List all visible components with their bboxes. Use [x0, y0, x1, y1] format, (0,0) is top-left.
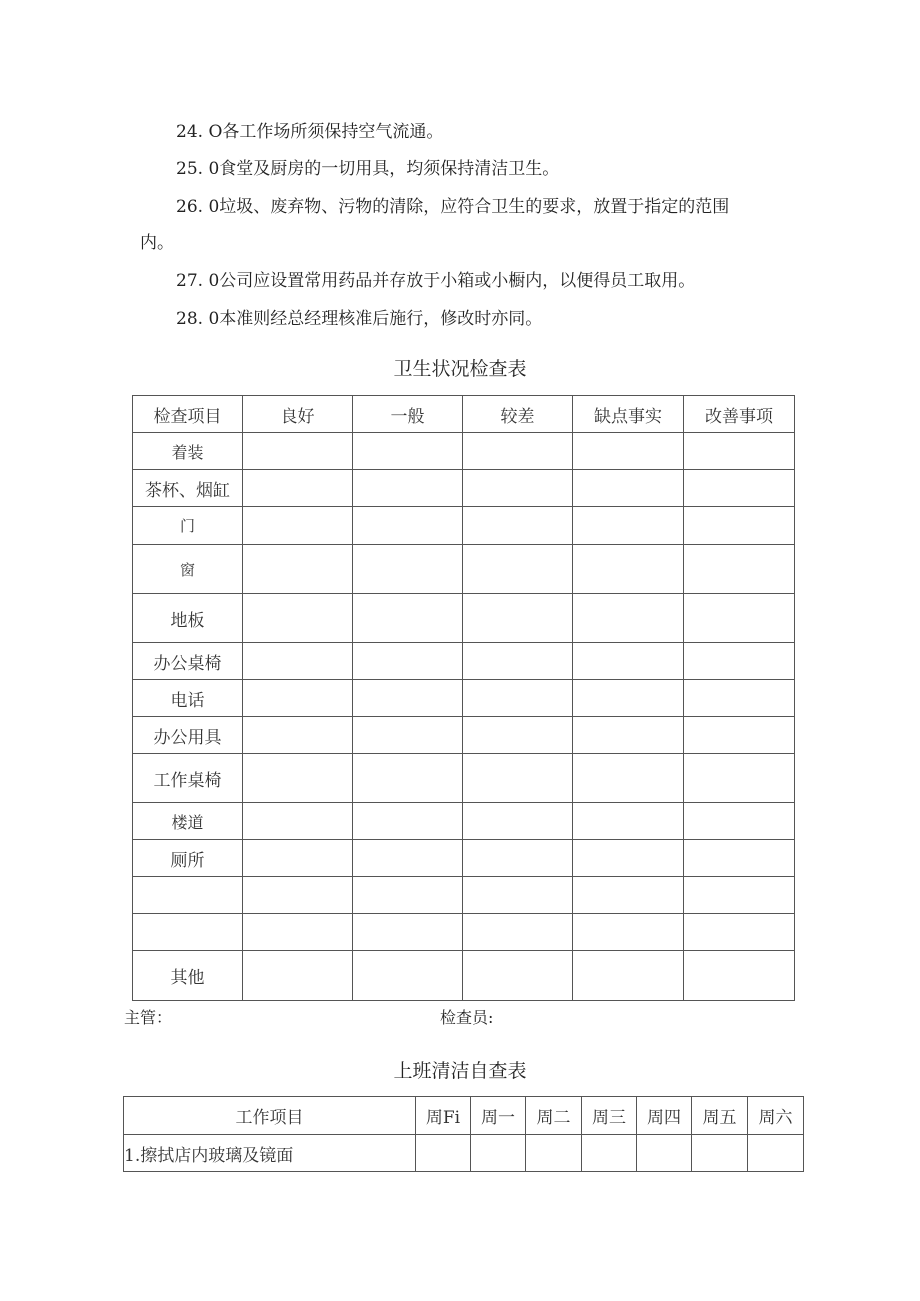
cell-poor[interactable] [463, 717, 573, 754]
row-label: 工作桌椅 [133, 754, 243, 803]
cell-defect[interactable] [573, 470, 684, 507]
table-row [133, 433, 795, 470]
cell-improvement[interactable] [684, 840, 795, 877]
cell-good[interactable] [243, 470, 353, 507]
table-row [133, 951, 795, 1001]
table-row [133, 803, 795, 840]
cell-poor[interactable] [463, 803, 573, 840]
paragraph-26-continued: 内。 [140, 233, 174, 253]
cell-defect[interactable] [573, 594, 684, 643]
cell-poor[interactable] [463, 914, 573, 951]
cell-defect[interactable] [573, 840, 684, 877]
cell-poor[interactable] [463, 754, 573, 803]
hygiene-check-table [132, 395, 795, 1001]
row-label: 楼道 [133, 803, 243, 840]
cell-average[interactable] [353, 717, 463, 754]
cell-improvement[interactable] [684, 470, 795, 507]
paragraph-27: 27. 0公司应设置常用药品并存放于小箱或小橱内，以便得员工取用。 [176, 271, 696, 291]
header-defect-facts: 缺点事实 [573, 396, 684, 433]
header-work-item: 工作项目 [124, 1097, 416, 1135]
cell-poor[interactable] [463, 433, 573, 470]
cell-average[interactable] [353, 470, 463, 507]
table-row [133, 643, 795, 680]
row-label: 办公用具 [133, 717, 243, 754]
cell-day[interactable] [692, 1135, 748, 1172]
cell-good[interactable] [243, 951, 353, 1001]
cell-improvement[interactable] [684, 433, 795, 470]
cell-improvement[interactable] [684, 643, 795, 680]
work-item-label: 1.擦拭店内玻璃及镜面 [124, 1135, 416, 1172]
cell-improvement[interactable] [684, 680, 795, 717]
cell-average[interactable] [353, 877, 463, 914]
cell-defect[interactable] [573, 643, 684, 680]
cell-poor[interactable] [463, 545, 573, 594]
header-day-wed: 周三 [582, 1097, 637, 1135]
cell-improvement[interactable] [684, 754, 795, 803]
hygiene-table-title: 卫生状况检查表 [393, 358, 527, 380]
cell-good[interactable] [243, 914, 353, 951]
table-row [124, 1135, 804, 1172]
cell-average[interactable] [353, 951, 463, 1001]
cell-day[interactable] [748, 1135, 804, 1172]
table-row [133, 507, 795, 545]
cell-average[interactable] [353, 840, 463, 877]
cell-average[interactable] [353, 914, 463, 951]
cell-defect[interactable] [573, 680, 684, 717]
row-label [133, 877, 243, 914]
cell-good[interactable] [243, 433, 353, 470]
cell-poor[interactable] [463, 470, 573, 507]
cell-good[interactable] [243, 840, 353, 877]
cell-defect[interactable] [573, 754, 684, 803]
row-label: 地板 [133, 594, 243, 643]
cell-poor[interactable] [463, 840, 573, 877]
row-label: 厕所 [133, 840, 243, 877]
cell-poor[interactable] [463, 951, 573, 1001]
cell-average[interactable] [353, 594, 463, 643]
row-label: 门 [133, 507, 243, 545]
row-label: 其他 [133, 951, 243, 1001]
header-poor: 较差 [463, 396, 573, 433]
row-label: 着装 [133, 433, 243, 470]
cell-average[interactable] [353, 754, 463, 803]
header-day-sat: 周六 [748, 1097, 804, 1135]
cell-defect[interactable] [573, 507, 684, 545]
header-day-thu: 周四 [637, 1097, 692, 1135]
cell-day[interactable] [637, 1135, 692, 1172]
cell-poor[interactable] [463, 507, 573, 545]
table-row [133, 545, 795, 594]
header-good: 良好 [243, 396, 353, 433]
table-row [133, 754, 795, 803]
table-row [133, 877, 795, 914]
cell-poor[interactable] [463, 680, 573, 717]
header-day-tue: 周二 [526, 1097, 582, 1135]
cell-improvement[interactable] [684, 545, 795, 594]
cell-average[interactable] [353, 680, 463, 717]
cell-poor[interactable] [463, 594, 573, 643]
cell-defect[interactable] [573, 803, 684, 840]
header-improvements: 改善事项 [684, 396, 795, 433]
cell-good[interactable] [243, 680, 353, 717]
cell-good[interactable] [243, 643, 353, 680]
row-label: 办公桌椅 [133, 643, 243, 680]
paragraph-28: 28. 0本准则经总经理核准后施行，修改时亦同。 [176, 309, 543, 329]
inspector-label: 检查员: [440, 1008, 494, 1027]
self-check-table-title: 上班清洁自查表 [393, 1060, 527, 1082]
cell-average[interactable] [353, 433, 463, 470]
header-check-item: 检查项目 [133, 396, 243, 433]
cell-poor[interactable] [463, 643, 573, 680]
table-row [133, 594, 795, 643]
cell-defect[interactable] [573, 433, 684, 470]
cell-good[interactable] [243, 803, 353, 840]
table-row [133, 470, 795, 507]
header-average: 一般 [353, 396, 463, 433]
row-label: 窗 [133, 545, 243, 594]
table-header-row [124, 1097, 804, 1135]
table-header-row [133, 396, 795, 433]
cell-defect[interactable] [573, 717, 684, 754]
cell-defect[interactable] [573, 877, 684, 914]
cell-defect[interactable] [573, 545, 684, 594]
row-label [133, 914, 243, 951]
header-day-sun: 周Fi [416, 1097, 471, 1135]
cell-day[interactable] [582, 1135, 637, 1172]
header-day-fri: 周五 [692, 1097, 748, 1135]
cell-good[interactable] [243, 877, 353, 914]
cell-day[interactable] [416, 1135, 471, 1172]
paragraph-26: 26. 0垃圾、废弃物、污物的清除，应符合卫生的要求，放置于指定的范围 [176, 197, 730, 217]
cell-improvement[interactable] [684, 507, 795, 545]
cell-good[interactable] [243, 507, 353, 545]
cell-improvement[interactable] [684, 951, 795, 1001]
cell-average[interactable] [353, 643, 463, 680]
cell-improvement[interactable] [684, 803, 795, 840]
cell-day[interactable] [471, 1135, 526, 1172]
cell-day[interactable] [526, 1135, 582, 1172]
cell-good[interactable] [243, 754, 353, 803]
cell-improvement[interactable] [684, 717, 795, 754]
cell-average[interactable] [353, 545, 463, 594]
supervisor-label: 主管： [124, 1008, 173, 1027]
cell-defect[interactable] [573, 914, 684, 951]
self-check-table [123, 1096, 804, 1172]
row-label: 电话 [133, 680, 243, 717]
cell-average[interactable] [353, 803, 463, 840]
row-label: 茶杯、烟缸 [133, 470, 243, 507]
cell-improvement[interactable] [684, 914, 795, 951]
table-row [133, 717, 795, 754]
table-row [133, 914, 795, 951]
header-day-mon: 周一 [471, 1097, 526, 1135]
cell-good[interactable] [243, 717, 353, 754]
cell-average[interactable] [353, 507, 463, 545]
cell-poor[interactable] [463, 877, 573, 914]
paragraph-24: 24. O各工作场所须保持空气流通。 [176, 122, 444, 142]
cell-defect[interactable] [573, 951, 684, 1001]
cell-improvement[interactable] [684, 594, 795, 643]
table-row [133, 680, 795, 717]
cell-improvement[interactable] [684, 877, 795, 914]
cell-good[interactable] [243, 545, 353, 594]
paragraph-25: 25. 0食堂及厨房的一切用具，均须保持清洁卫生。 [176, 159, 560, 179]
cell-good[interactable] [243, 594, 353, 643]
table-row [133, 840, 795, 877]
